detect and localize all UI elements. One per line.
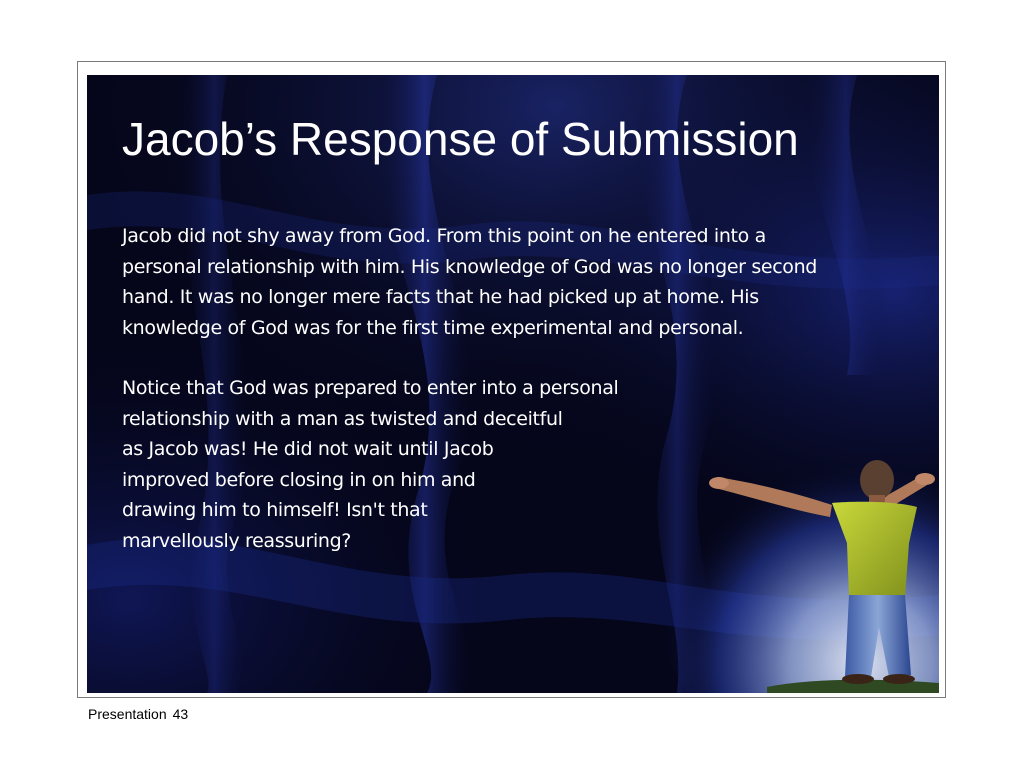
text-line: relationship with a man as twisted and deceitful: [122, 407, 563, 430]
text-line: Jacob did not shy away from God. From this point on he entered into a: [122, 225, 766, 247]
footer-label: Presentation: [88, 706, 167, 722]
text-line: improved before closing in on him and: [122, 468, 476, 491]
text-line: drawing him to himself! Isn't that: [122, 499, 428, 521]
figure-image: [627, 365, 939, 693]
slide-title: Jacob’s Response of Submission: [122, 113, 799, 165]
page-number: 43: [172, 706, 189, 722]
text-line: personal relationship with him. His knowledge of God was no longer second: [122, 255, 817, 278]
text-line: hand. It was no longer mere facts that he had picked up at home. His: [122, 286, 759, 308]
slide: [87, 75, 939, 693]
text-line: Notice that God was prepared to enter into a personal: [122, 377, 619, 399]
text-line: knowledge of God was for the first time experimental and personal.: [122, 316, 744, 339]
text-line: marvellously reassuring?: [122, 529, 352, 552]
text-line: as Jacob was! He did not wait until Jacob: [122, 438, 494, 460]
paragraph-1: [122, 221, 922, 343]
footer: [88, 706, 188, 722]
